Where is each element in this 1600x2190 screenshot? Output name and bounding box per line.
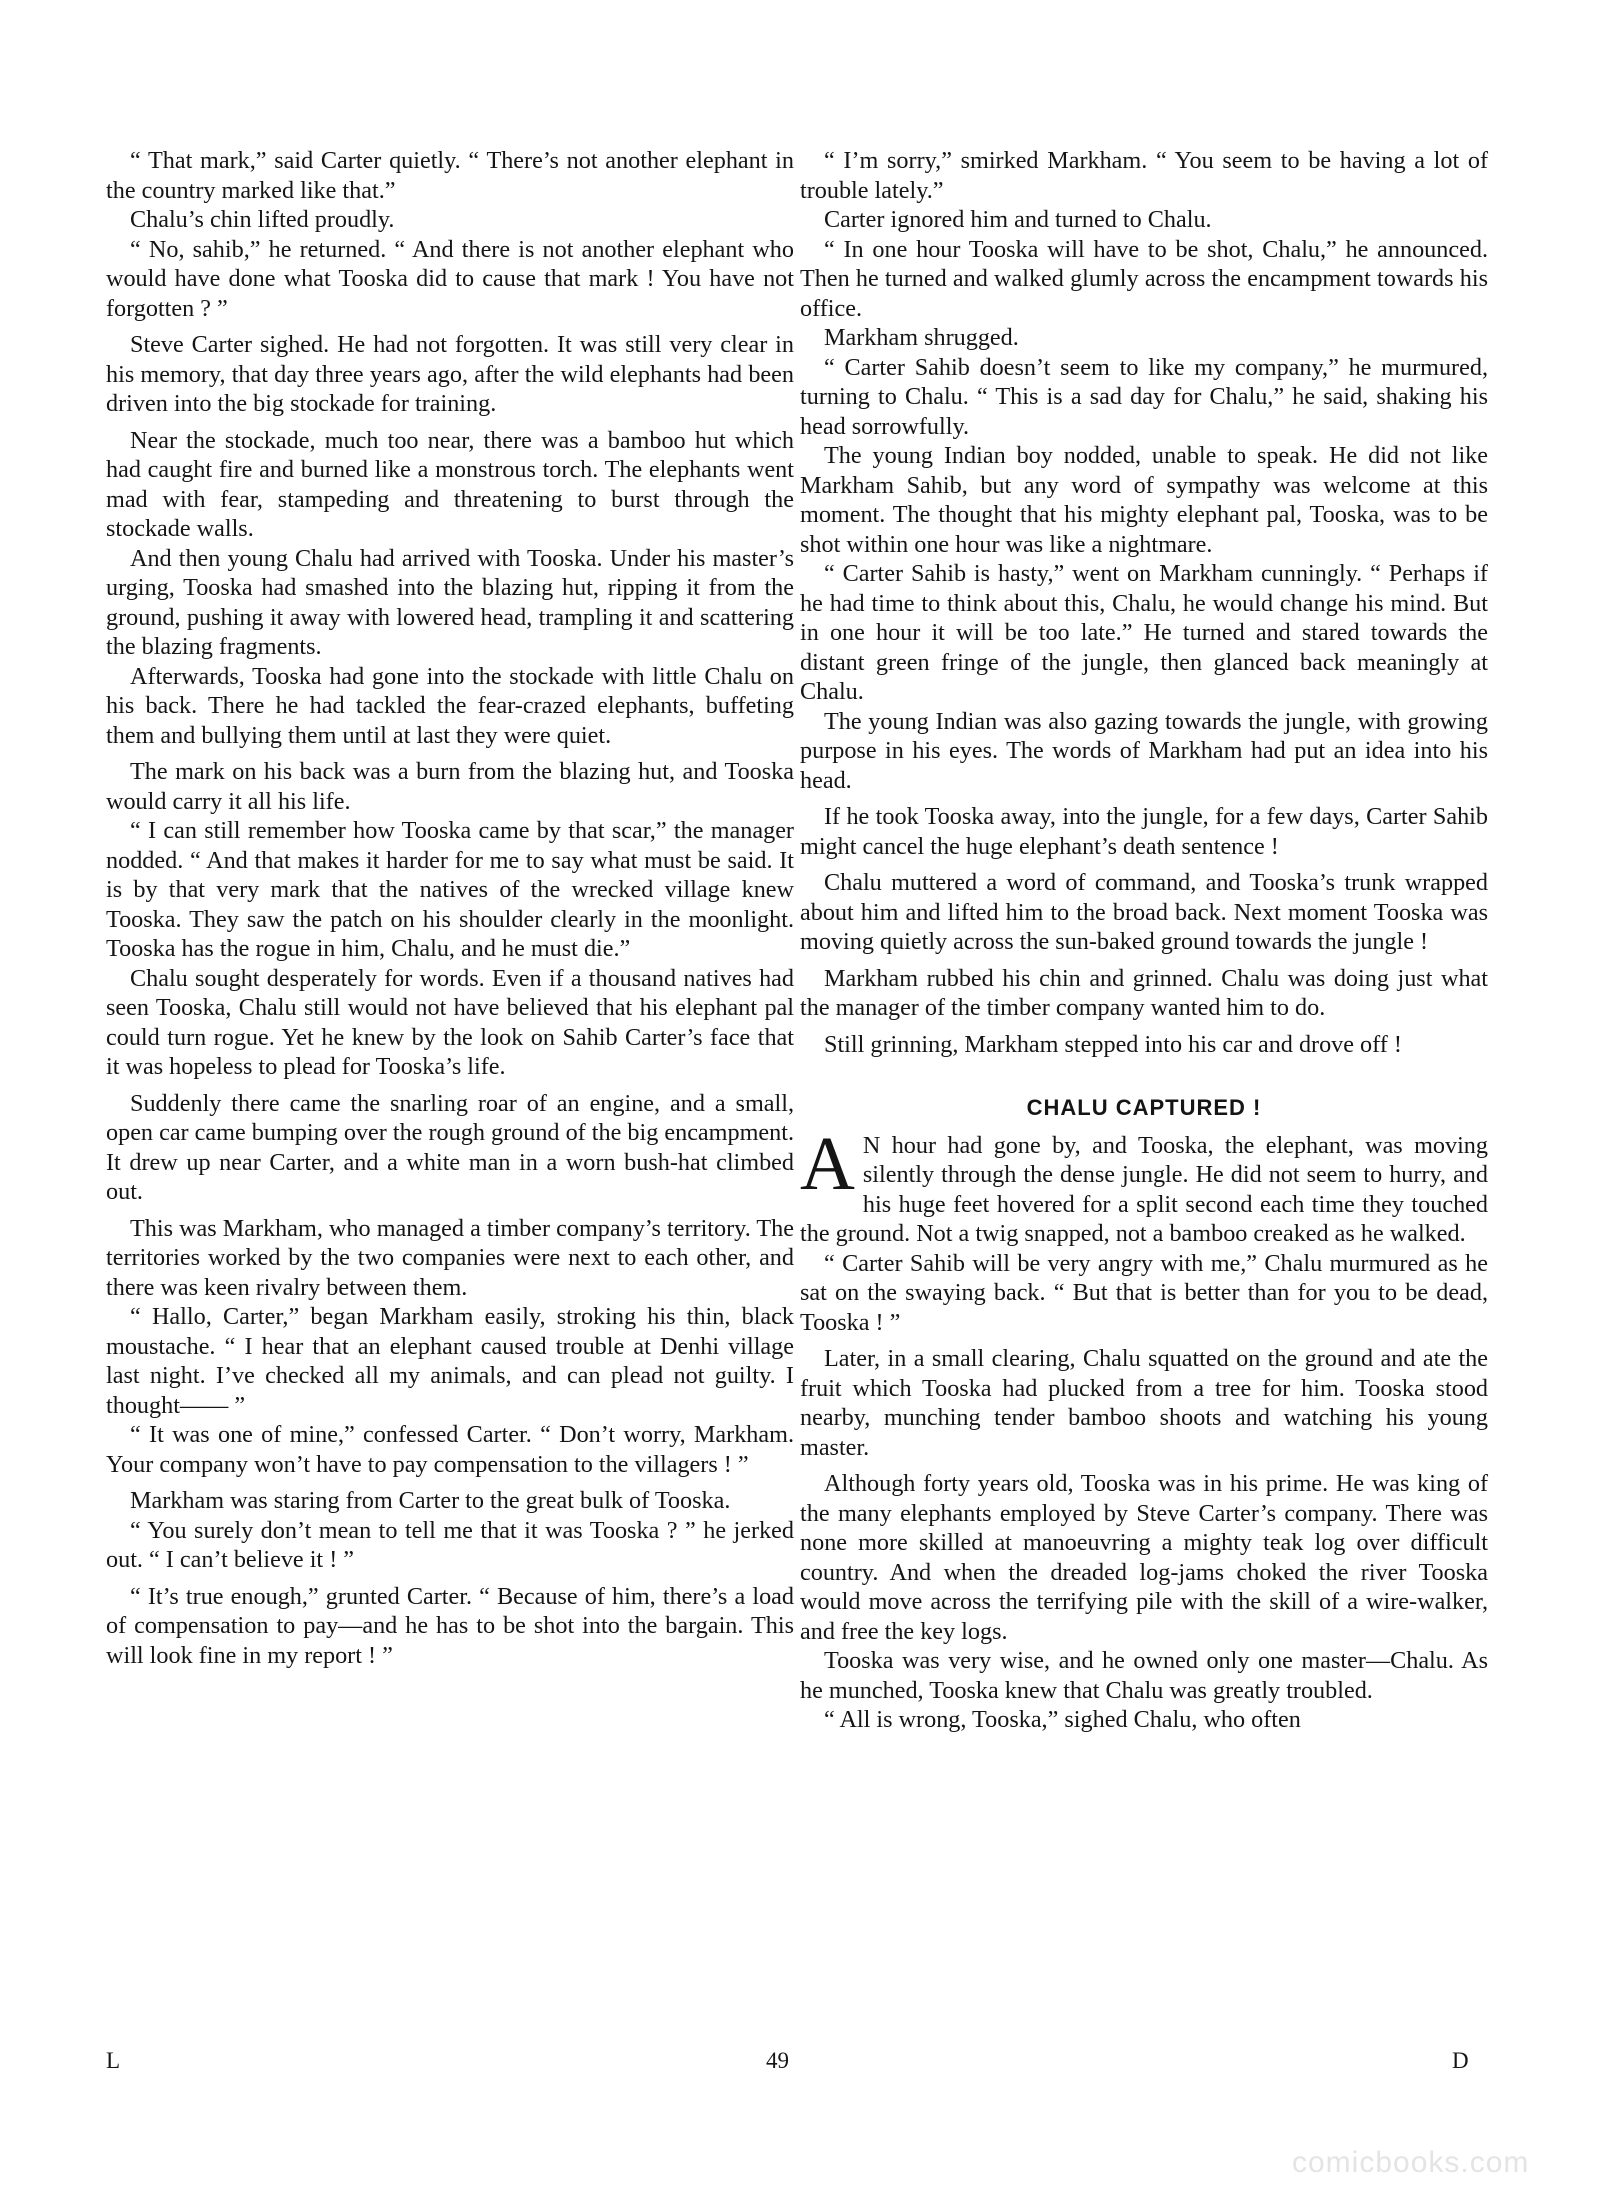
paragraph: The mark on his back was a burn from the blazing hut, and Tooska would carry it all his life. (106, 758, 794, 815)
paragraph: If he took Tooska away, into the jungle, for a few days, Carter Sahib might cancel the huge elephant’s death sentence ! (800, 803, 1488, 860)
paragraph: Although forty years old, Tooska was in his prime. He was king of the many elephants employed by Steve Carter’s company. There was none more skilled at manoeuvring a mighty teak log over difficult country. And when the dreaded log-jams choked the river Tooska would move across the terrifying pile with the skill of a wire-walker, and free the key logs. (800, 1470, 1488, 1645)
paragraph: “ Hallo, Carter,” began Markham easily, stroking his thin, black moustache. “ I hear that an elephant caused trouble at Denhi village last night. I’ve checked all my animals, and can plead not guilty. I thought—— ” (106, 1303, 794, 1419)
section-heading: CHALU CAPTURED ! (1026, 1095, 1262, 1120)
paragraph: “ In one hour Tooska will have to be shot, Chalu,” he announced. Then he turned and walked glumly across the encampment towards his office. (800, 235, 1488, 322)
drop-cap-paragraph (800, 1121, 1488, 1249)
paragraph: And then young Chalu had arrived with Tooska. Under his master’s urging, Tooska had smashed into the blazing hut, ripping it from the ground, pushing it away with lowered head, trampling it and scattering the blazing fragments. (106, 544, 794, 660)
paragraph: “ I can still remember how Tooska came by that scar,” the manager nodded. “ And that makes it harder for me to say what must be said. It is by that very mark that the natives of the wrecked village knew Tooska. They saw the patch on his shoulder clearly in the moonlight. Tooska has the rogue in him, Chalu, and he must die.” (106, 817, 794, 962)
paragraph: Later, in a small clearing, Chalu squatted on the ground and ate the fruit which Tooska had plucked from a tree for him. Tooska stood nearby, munching tender bamboo shoots and watching his young master. (800, 1345, 1488, 1461)
paragraph: “ Carter Sahib will be very angry with me,” Chalu murmured as he sat on the swaying back. “ But that is better than for you to be dead, Tooska ! ” (800, 1249, 1488, 1336)
paragraph: Afterwards, Tooska had gone into the stockade with little Chalu on his back. There he had tackled the fear-crazed elephants, buffeting them and bullying them until at last they were quiet. (106, 662, 794, 749)
paragraph: Markham shrugged. (824, 324, 1019, 351)
paragraph: “ All is wrong, Tooska,” sighed Chalu, who often (824, 1706, 1301, 1733)
paragraph: Markham was staring from Carter to the great bulk of Tooska. (130, 1487, 731, 1514)
paragraph: Markham rubbed his chin and grinned. Chalu was doing just what the manager of the timber company wanted him to do. (800, 964, 1488, 1021)
footer-right-mark: D (1452, 2048, 1469, 2073)
paragraph: Chalu muttered a word of command, and Tooska’s trunk wrapped about him and lifted him to the broad back. Next moment Tooska was moving quietly across the sun-baked ground towards the jungle ! (800, 869, 1488, 955)
paragraph: Chalu sought desperately for words. Even if a thousand natives had seen Tooska, Chalu still would not have believed that his elephant pal could turn rogue. Yet he knew by the look on Sahib Carter’s face that it was hopeless to plead for Tooska’s life. (106, 964, 794, 1080)
drop-cap-paragraph-text: N hour had gone by, and Tooska, the elephant, was moving silently through the dense jungle. He did not seem to hurry, and his huge feet hovered for a split second each time they touched the ground. Not a twig snapped, not a bamboo creaked as he walked. (800, 1131, 1488, 1247)
drop-cap-letter: A (800, 1121, 855, 1206)
paragraph: Steve Carter sighed. He had not forgotten. It was still very clear in his memory, that day three years ago, after the wild elephants had been driven into the big stockade for training. (106, 331, 794, 417)
paragraph: Tooska was very wise, and he owned only one master—Chalu. As he munched, Tooska knew that Chalu was greatly troubled. (800, 1647, 1488, 1704)
paragraph: This was Markham, who managed a timber company’s territory. The territories worked by the two companies were next to each other, and there was keen rivalry between them. (106, 1214, 794, 1301)
right-text-column (800, 146, 1488, 1735)
paragraph: “ Carter Sahib is hasty,” went on Markham cunningly. “ Perhaps if he had time to think about this, Chalu, he would change his mind. But in one hour it will be too late.” He turned and stared towards the distant green fringe of the jungle, then glanced back meaningly at Chalu. (800, 560, 1488, 705)
footer-left-mark: L (106, 2048, 121, 2073)
paragraph: “ It’s true enough,” grunted Carter. “ Because of him, there’s a load of compensation to pay—and he has to be shot into the bargain. This will look fine in my report ! ” (106, 1582, 794, 1669)
paragraph: Still grinning, Markham stepped into his car and drove off ! (824, 1030, 1402, 1058)
paragraph: The young Indian was also gazing towards the jungle, with growing purpose in his eyes. The words of Markham had put an idea into his head. (800, 707, 1488, 794)
paragraph: Near the stockade, much too near, there was a bamboo hut which had caught fire and burned like a monstrous torch. The elephants went mad with fear, stampeding and threatening to burst through the stockade walls. (106, 426, 794, 542)
paragraph: Carter ignored him and turned to Chalu. (824, 206, 1212, 233)
paragraph: Chalu’s chin lifted proudly. (130, 206, 395, 233)
paragraph: Suddenly there came the snarling roar of an engine, and a small, open car came bumping over the rough ground of the big encampment. It drew up near Carter, and a white man in a worn bush-hat climbed out. (106, 1089, 794, 1205)
paragraph: “ It was one of mine,” confessed Carter. “ Don’t worry, Markham. Your company won’t have to pay compensation to the villagers ! ” (106, 1421, 794, 1478)
paragraph: “ I’m sorry,” smirked Markham. “ You seem to be having a lot of trouble lately.” (800, 147, 1488, 204)
left-text-column (106, 146, 794, 1670)
paragraph: “ Carter Sahib doesn’t seem to like my company,” he murmured, turning to Chalu. “ This is a sad day for Chalu,” he said, shaking his head sorrowfully. (800, 353, 1488, 440)
paragraph: “ No, sahib,” he returned. “ And there is not another elephant who would have done what Tooska did to cause that mark ! You have not forgotten ? ” (106, 235, 794, 322)
watermark: comicbooks.com (1292, 2146, 1530, 2179)
paragraph: “ You surely don’t mean to tell me that it was Tooska ? ” he jerked out. “ I can’t believe it ! ” (106, 1516, 794, 1573)
paragraph: “ That mark,” said Carter quietly. “ There’s not another elephant in the country marked like that.” (106, 147, 794, 204)
paragraph: The young Indian boy nodded, unable to speak. He did not like Markham Sahib, but any word of sympathy was welcome at this moment. The thought that his mighty elephant pal, Tooska, was to be shot within one hour was like a nightmare. (800, 442, 1488, 558)
page-number: 49 (766, 2048, 789, 2073)
